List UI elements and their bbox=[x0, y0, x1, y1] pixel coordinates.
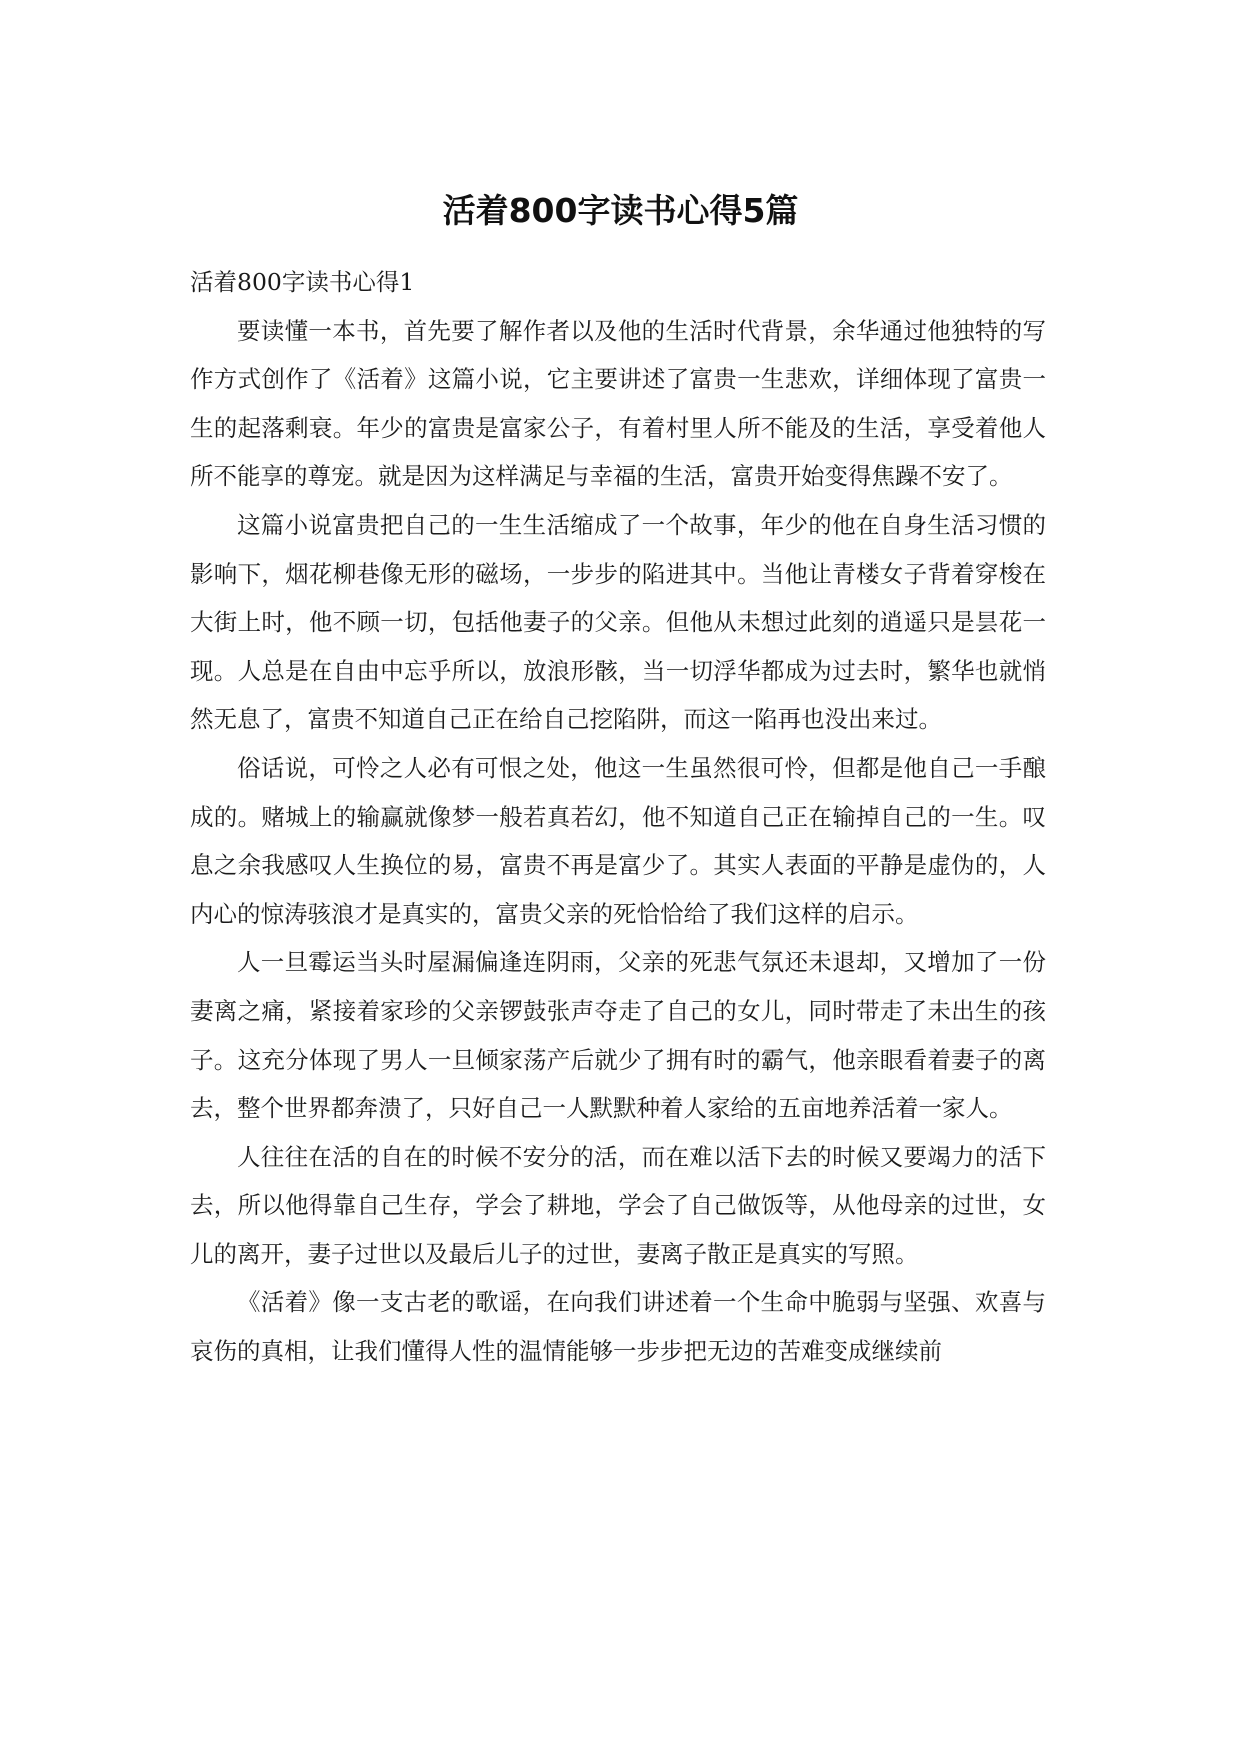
paragraph-5: 人往往在活的自在的时候不安分的活，而在难以活下去的时候又要竭力的活下去，所以他得靠自己生存，学会了耕地，学会了自己做饭等，从他母亲的过世，女儿的离开，妻子过世以及最后儿子的过世，妻离子散正是真实的写照。 bbox=[190, 1142, 1046, 1268]
document-title: 活着800字读书心得5篇 bbox=[442, 191, 799, 230]
document-body bbox=[190, 258, 1046, 1376]
paragraph-2: 这篇小说富贵把自己的一生生活缩成了一个故事，年少的他在自身生活习惯的影响下，烟花柳巷像无形的磁场，一步步的陷进其中。当他让青楼女子背着穿梭在大街上时，他不顾一切，包括他妻子的父亲。但他从未想过此刻的逍遥只是昙花一现。人总是在自由中忘乎所以，放浪形骸，当一切浮华都成为过去时，繁华也就悄然无息了，富贵不知道自己正在给自己挖陷阱，而这一陷再也没出来过。 bbox=[190, 510, 1046, 734]
paragraph-3: 俗话说，可怜之人必有可恨之处，他这一生虽然很可怜，但都是他自己一手酿成的。赌城上的输赢就像梦一般若真若幻，他不知道自己正在输掉自己的一生。叹息之余我感叹人生换位的易，富贵不再是富少了。其实人表面的平静是虚伪的，人内心的惊涛骇浪才是真实的，富贵父亲的死恰恰给了我们这样的启示。 bbox=[190, 753, 1046, 928]
paragraph-4: 人一旦霉运当头时屋漏偏逢连阴雨，父亲的死悲气氛还未退却，又增加了一份妻离之痛，紧接着家珍的父亲锣鼓张声夺走了自己的女儿，同时带走了未出生的孩子。这充分体现了男人一旦倾家荡产后就少了拥有时的霸气，他亲眼看着妻子的离去，整个世界都奔溃了，只好自己一人默默种着人家给的五亩地养活着一家人。 bbox=[190, 948, 1046, 1123]
paragraph-1: 要读懂一本书，首先要了解作者以及他的生活时代背景，余华通过他独特的写作方式创作了《活着》这篇小说，它主要讲述了富贵一生悲欢，详细体现了富贵一生的起落剩衰。年少的富贵是富家公子，有着村里人所不能及的生活，享受着他人所不能享的尊宠。就是因为这样满足与幸福的生活，富贵开始变得焦躁不安了。 bbox=[190, 316, 1046, 491]
paragraph-6: 《活着》像一支古老的歌谣，在向我们讲述着一个生命中脆弱与坚强、欢喜与哀伤的真相，让我们懂得人性的温情能够一步步把无边的苦难变成继续前 bbox=[190, 1288, 1046, 1366]
section-heading: 活着800字读书心得1 bbox=[190, 268, 415, 296]
